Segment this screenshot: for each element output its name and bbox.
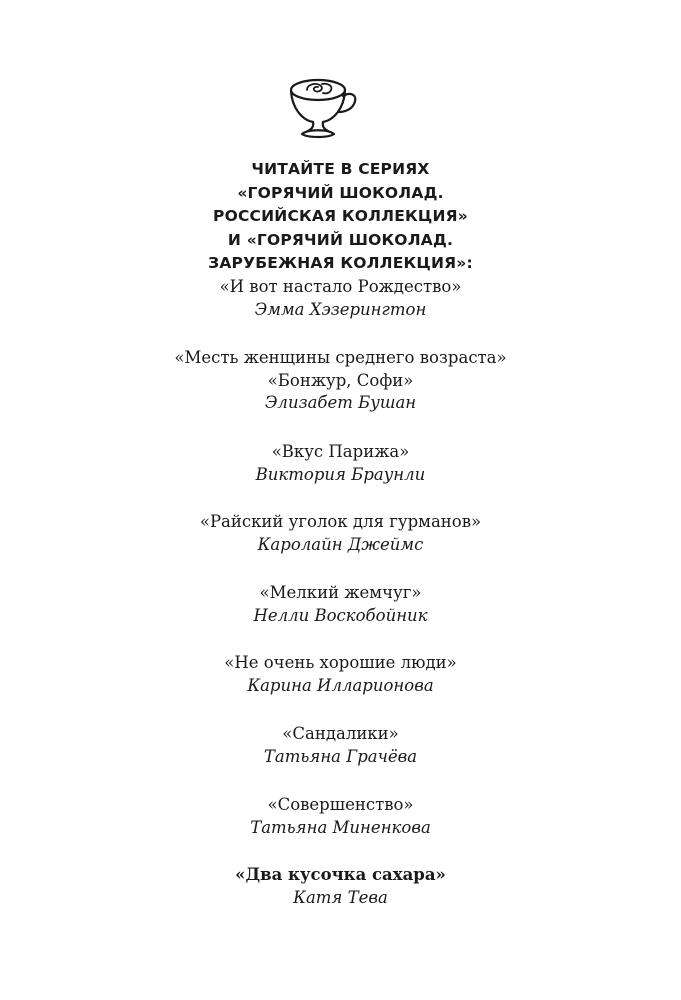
book-entry [0,441,681,486]
book-author: Элизабет Бушан [264,393,417,412]
book-entry [0,582,681,627]
coffee-cup-icon [286,74,360,142]
book-author: Татьяна Грачёва [263,746,418,766]
book-title: «Вкус Парижа» [271,442,410,461]
book-entry [0,276,681,321]
series-heading-line: ЧИТАЙТЕ В СЕРИЯХ [251,160,430,178]
series-heading-line: РОССИЙСКАЯ КОЛЛЕКЦИЯ» [213,207,468,225]
book-title: «Бонжур, Софи» [267,370,414,390]
series-heading-line: И «ГОРЯЧИЙ ШОКОЛАД. [227,230,454,249]
series-heading [0,158,681,276]
book-entry [0,511,681,556]
book-title: «Месть женщины среднего возраста» [174,348,507,367]
series-heading-line: ЗАРУБЕЖНАЯ КОЛЛЕКЦИЯ»: [208,254,473,272]
book-entry-current [0,864,681,909]
book-author: Катя Тева [293,887,388,907]
book-title: «Совершенство» [267,795,414,814]
book-author: Каролайн Джеймс [257,534,424,554]
book-title: «Не очень хорошие люди» [224,653,457,672]
book-author: Эмма Хэзерингтон [254,299,427,319]
book-title: «Райский уголок для гурманов» [199,512,482,531]
book-author: Нелли Воскобойник [253,605,428,625]
book-title: «Мелкий жемчуг» [259,583,422,602]
book-title: «Сандалики» [282,724,399,743]
book-title: «Два кусочка сахара» [235,865,446,884]
book-entry [0,794,681,839]
book-entry [0,652,681,697]
book-entry [0,723,681,768]
book-author: Карина Илларионова [247,675,434,695]
series-heading-line: «ГОРЯЧИЙ ШОКОЛАД. [237,183,444,202]
book-author: Виктория Браунли [255,464,426,484]
book-author: Татьяна Миненкова [250,817,431,837]
book-title: «И вот настало Рождество» [219,277,462,296]
book-entry [0,347,681,415]
